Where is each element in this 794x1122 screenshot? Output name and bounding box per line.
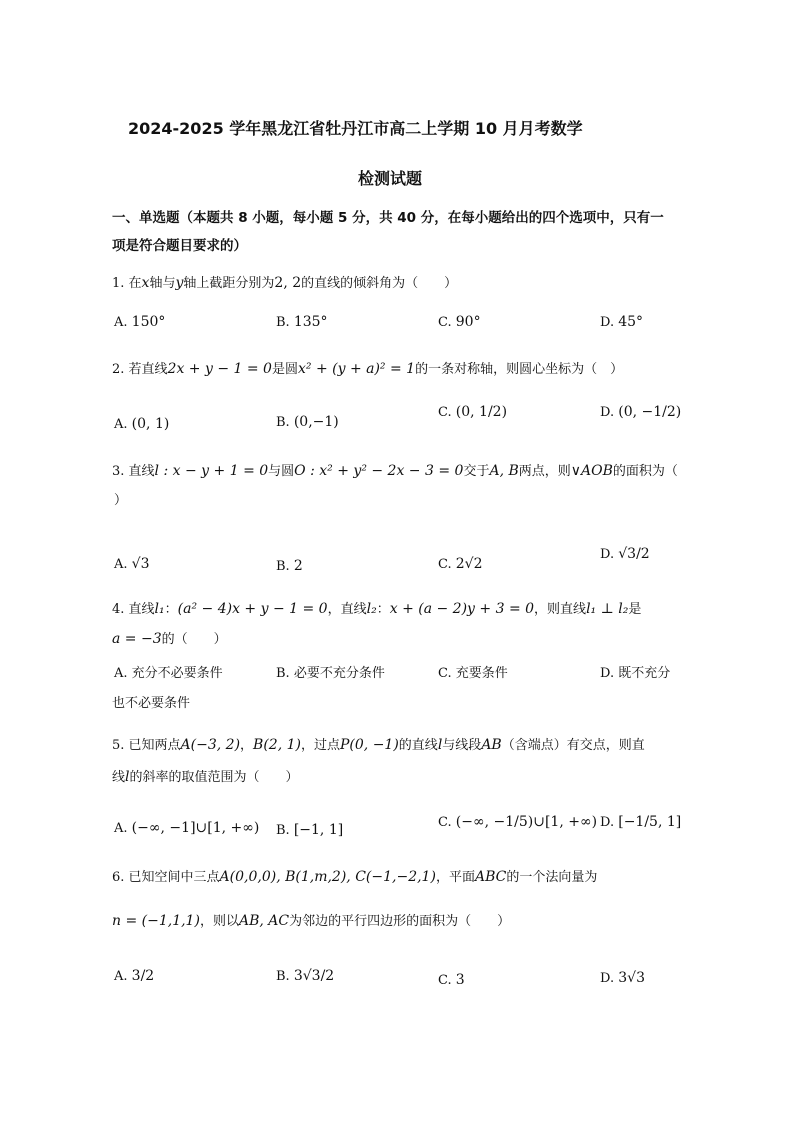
question-3-stem: 3. 直线l : x − y + 1 = 0与圆O : x² + y² − 2x − 3 = 0交于A, B两点，则∨AOB的面积为（: [112, 463, 678, 479]
question-4-stem: 4. 直线l₁：(a² − 4)x + y − 1 = 0，直线l₂：x + (a − 2)y + 3 = 0，则直线l₁ ⊥ l₂是: [112, 601, 642, 617]
intercepts: 2, 2: [274, 275, 302, 291]
question-2-option-a[interactable]: A. (0, 1): [114, 416, 170, 432]
section-heading-line1: 一、单选题（本题共 8 小题，每小题 5 分，共 40 分，在每小题给出的四个选项中，只有一: [112, 210, 664, 226]
question-3-option-d[interactable]: D. √3/2: [600, 546, 650, 562]
x-var: x: [141, 275, 150, 291]
section-heading-line2: 项是符合题目要求的）: [112, 238, 247, 254]
question-3-stem-end: ）: [114, 493, 128, 508]
question-2-option-d[interactable]: D. (0, −1/2): [600, 404, 682, 420]
question-4-option-d[interactable]: D. 既不充分: [600, 666, 671, 681]
question-6-option-b[interactable]: B. 3√3/2: [276, 968, 335, 984]
triangle: ∨AOB: [570, 463, 613, 479]
question-6-option-a[interactable]: A. 3/2: [114, 968, 155, 984]
plane: ABC: [474, 869, 507, 885]
question-2-option-c[interactable]: C. (0, 1/2): [438, 404, 508, 420]
question-3-option-b[interactable]: B. 2: [276, 558, 303, 574]
question-1-stem: 1. 在x轴与y轴上截距分别为2, 2的直线的倾斜角为（ ）: [112, 275, 458, 291]
question-4-option-d-wrap: 也不必要条件: [112, 696, 191, 711]
question-5-option-d[interactable]: D. [−1/5, 1]: [600, 814, 682, 830]
question-5-stem: 5. 已知两点A(−3, 2)，B(2, 1)，过点P(0, −1)的直线l与线段AB（含端点）有交点，则直: [112, 737, 645, 753]
question-2-stem: 2. 若直线2x + y − 1 = 0是圆x² + (y + a)² = 1的一条对称轴，则圆心坐标为（ ）: [112, 361, 624, 377]
page-title-line2: 检测试题: [358, 169, 423, 188]
question-6-option-d[interactable]: D. 3√3: [600, 970, 645, 986]
line-2-equation: x + (a − 2)y + 3 = 0: [389, 601, 535, 617]
question-6-stem: 6. 已知空间中三点A(0,0,0), B(1,m,2), C(−1,−2,1)，平面ABC的一个法向量为: [112, 869, 598, 885]
question-1-option-c[interactable]: C. 90°: [438, 314, 481, 330]
question-5-option-c[interactable]: C. (−∞, −1/5)∪[1, +∞): [438, 814, 598, 830]
question-3-option-a[interactable]: A. √3: [114, 556, 150, 572]
points: A(0,0,0), B(1,m,2), C(−1,−2,1): [219, 869, 436, 885]
question-5-stem-line2: 线l的斜率的取值范围为（ ）: [112, 769, 299, 785]
question-2-option-b[interactable]: B. (0,−1): [276, 414, 339, 430]
question-4-option-a[interactable]: A. 充分不必要条件: [114, 666, 223, 681]
question-4-option-b[interactable]: B. 必要不充分条件: [276, 666, 385, 681]
question-4-stem-line2: a = −3的（ ）: [112, 631, 227, 647]
question-5-option-b[interactable]: B. [−1, 1]: [276, 822, 344, 838]
perpendicular-condition: l₁ ⊥ l₂: [586, 601, 629, 617]
question-4-option-c[interactable]: C. 充要条件: [438, 666, 508, 681]
question-6-option-c[interactable]: C. 3: [438, 972, 465, 988]
point-a: A(−3, 2): [180, 737, 241, 753]
page-title-line1: 2024-2025 学年黑龙江省牡丹江市高二上学期 10 月月考数学: [128, 119, 583, 138]
circle-equation: O : x² + y² − 2x − 3 = 0: [294, 463, 464, 479]
question-1-option-b[interactable]: B. 135°: [276, 314, 328, 330]
point-p: P(0, −1): [340, 737, 399, 753]
normal-vector: n = (−1,1,1): [112, 913, 200, 929]
question-1-option-d[interactable]: D. 45°: [600, 314, 644, 330]
circle-equation: x² + (y + a)² = 1: [297, 361, 416, 377]
question-1-option-a[interactable]: A. 150°: [114, 314, 166, 330]
question-3-option-c[interactable]: C. 2√2: [438, 556, 483, 572]
line-equation: 2x + y − 1 = 0: [167, 361, 272, 377]
line-1-equation: (a² − 4)x + y − 1 = 0: [177, 601, 328, 617]
line-equation: l : x − y + 1 = 0: [154, 463, 269, 479]
question-6-stem-line2: n = (−1,1,1)，则以AB, AC为邻边的平行四边形的面积为（ ）: [112, 913, 511, 929]
point-b: B(2, 1): [253, 737, 301, 753]
question-5-option-a[interactable]: A. (−∞, −1]∪[1, +∞): [114, 820, 260, 836]
y-var: y: [175, 275, 184, 291]
a-value: a = −3: [112, 631, 162, 647]
